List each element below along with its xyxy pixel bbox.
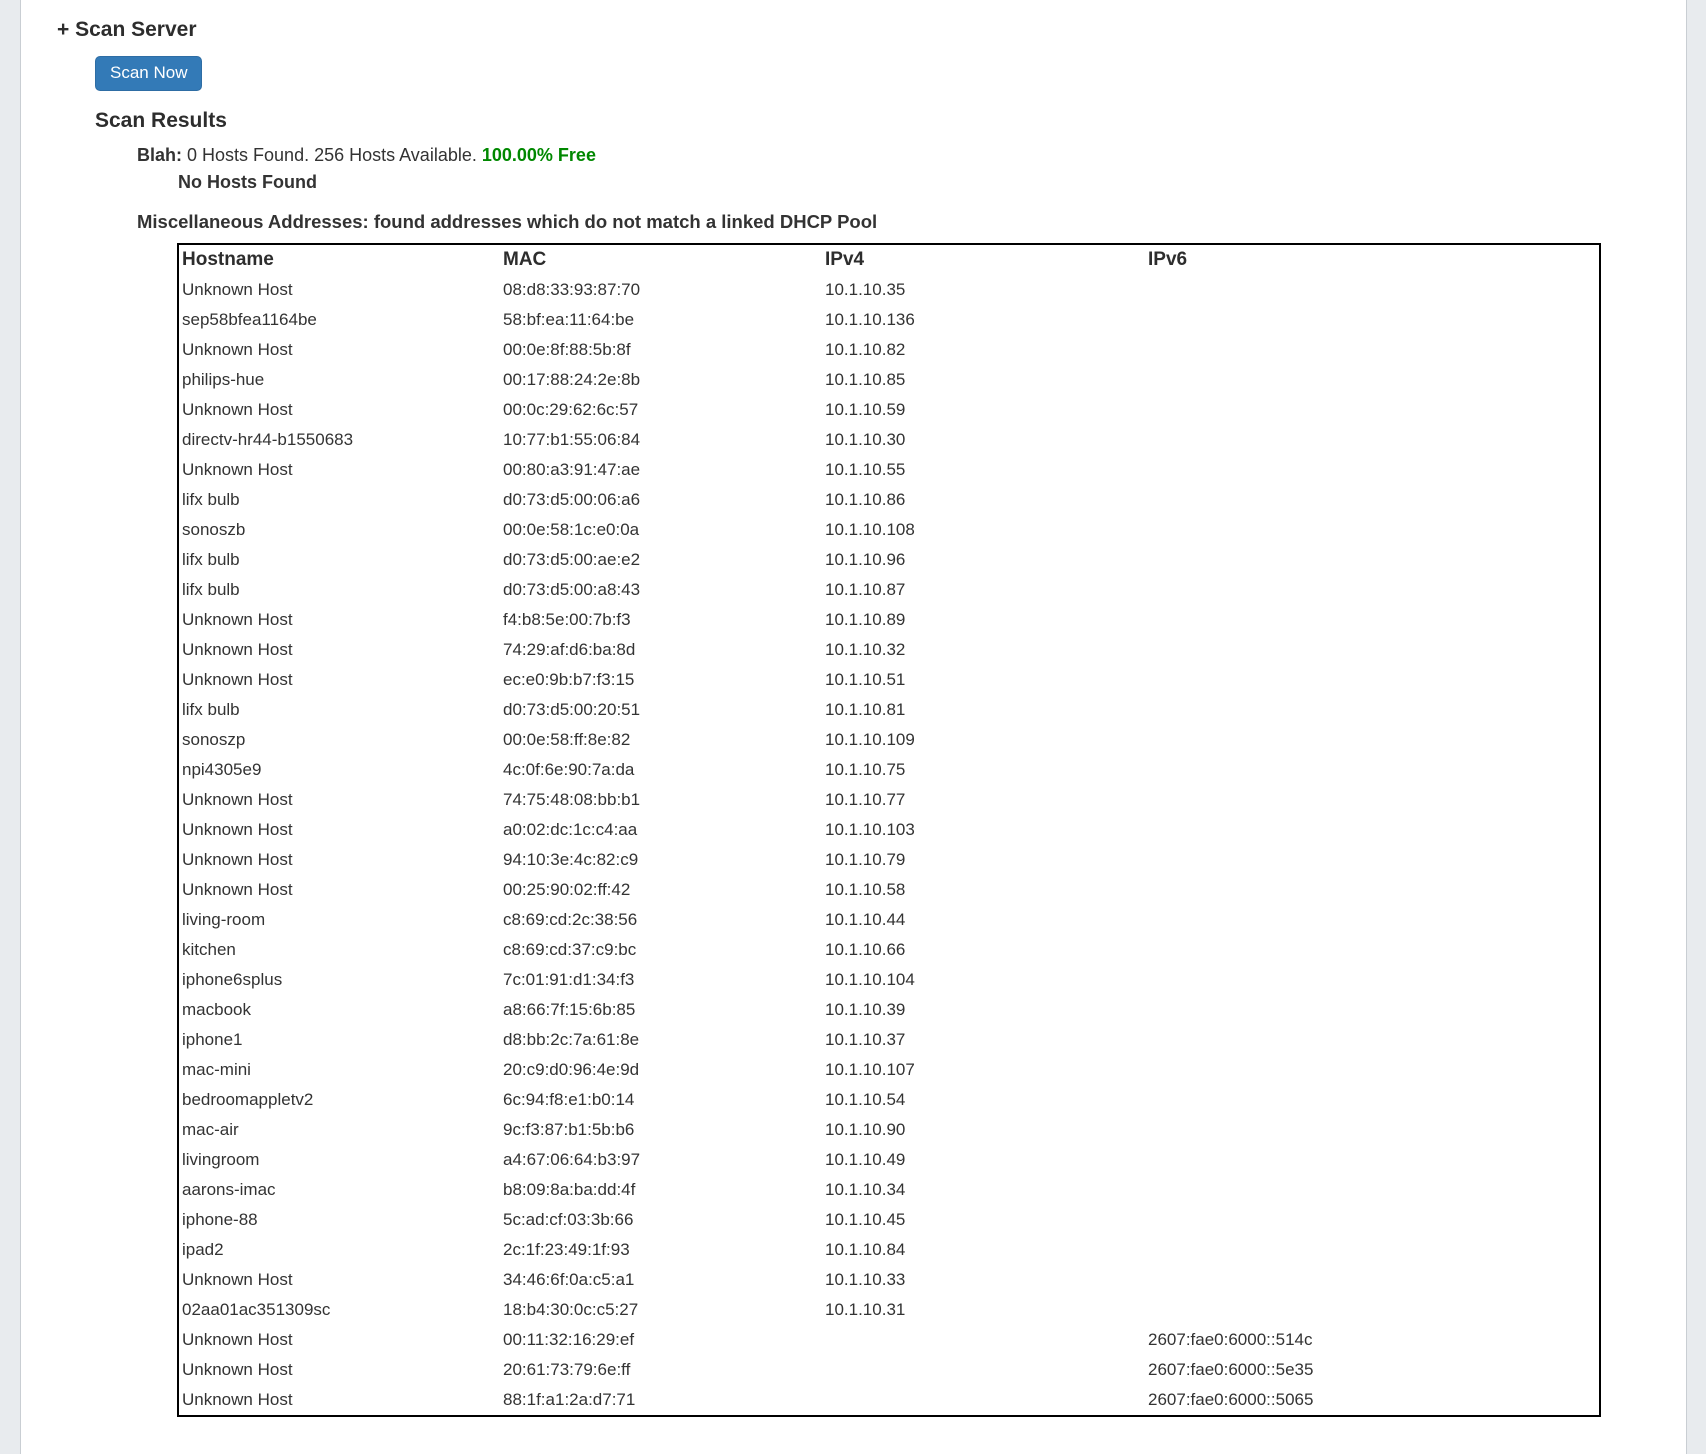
table-row: [178, 335, 1600, 365]
table-row: [178, 815, 1600, 845]
table-row: [178, 1115, 1600, 1145]
table-row: [178, 1175, 1600, 1205]
mac-cell: c8:69:cd:37:c9:bc: [503, 940, 637, 960]
hostname-cell: Unknown Host: [182, 280, 293, 300]
col-header-hostname: Hostname: [182, 249, 274, 271]
misc-addresses-table: [177, 243, 1601, 1417]
mac-cell: 00:11:32:16:29:ef: [503, 1330, 635, 1350]
table-row: [178, 365, 1600, 395]
ipv4-cell: 10.1.10.77: [825, 790, 906, 810]
ipv4-cell: 10.1.10.45: [825, 1210, 906, 1230]
mac-cell: 00:0e:58:1c:e0:0a: [503, 520, 640, 540]
ipv4-cell: 10.1.10.58: [825, 880, 906, 900]
mac-cell: b8:09:8a:ba:dd:4f: [503, 1180, 636, 1200]
hostname-cell: Unknown Host: [182, 880, 293, 900]
mac-cell: 5c:ad:cf:03:3b:66: [503, 1210, 634, 1230]
hostname-cell: sep58bfea1164be: [182, 310, 317, 330]
mac-cell: 88:1f:a1:2a:d7:71: [503, 1390, 636, 1410]
hostname-cell: Unknown Host: [182, 340, 293, 360]
hostname-cell: bedroomappletv2: [182, 1090, 314, 1110]
ipv4-cell: 10.1.10.75: [825, 760, 906, 780]
ipv6-cell: [1145, 545, 1600, 575]
scan-table-body: [178, 275, 1600, 1416]
ipv6-cell: [1145, 665, 1600, 695]
ipv6-cell: [1145, 575, 1600, 605]
mac-cell: a8:66:7f:15:6b:85: [503, 1000, 636, 1020]
ipv6-cell: 2607:fae0:6000::514c: [1148, 1330, 1313, 1350]
no-hosts-found-text: No Hosts Found: [178, 171, 317, 192]
content-panel: [20, 0, 1687, 1454]
hostname-cell: iphone1: [182, 1030, 243, 1050]
table-row: [178, 1085, 1600, 1115]
ipv4-cell: [822, 1355, 1145, 1385]
mac-cell: d0:73:d5:00:06:a6: [503, 490, 641, 510]
ipv4-cell: 10.1.10.59: [825, 400, 906, 420]
ipv6-cell: [1145, 1175, 1600, 1205]
hostname-cell: Unknown Host: [182, 820, 293, 840]
mac-cell: 34:46:6f:0a:c5:a1: [503, 1270, 635, 1290]
scan-summary-line: [137, 143, 1686, 168]
table-row: [178, 665, 1600, 695]
table-row: [178, 1295, 1600, 1325]
ipv6-cell: [1145, 515, 1600, 545]
table-row: [178, 995, 1600, 1025]
hostname-cell: Unknown Host: [182, 400, 293, 420]
scan-now-button[interactable]: Scan Now: [95, 56, 202, 90]
table-row: [178, 755, 1600, 785]
ipv6-cell: [1145, 1295, 1600, 1325]
ipv6-cell: [1145, 335, 1600, 365]
hostname-cell: Unknown Host: [182, 670, 293, 690]
mac-cell: 6c:94:f8:e1:b0:14: [503, 1090, 635, 1110]
table-row: [178, 1325, 1600, 1355]
hostname-cell: Unknown Host: [182, 460, 293, 480]
ipv4-cell: 10.1.10.81: [825, 700, 906, 720]
table-header-row: [178, 244, 1600, 275]
misc-addresses-heading: Miscellaneous Addresses: found addresses which do not match a linked DHCP Pool: [137, 211, 878, 233]
table-row: [178, 1055, 1600, 1085]
mac-cell: d0:73:d5:00:a8:43: [503, 580, 641, 600]
ipv4-cell: 10.1.10.54: [825, 1090, 906, 1110]
ipv6-cell: [1145, 635, 1600, 665]
ipv6-cell: [1145, 875, 1600, 905]
ipv6-cell: [1145, 905, 1600, 935]
mac-cell: 4c:0f:6e:90:7a:da: [503, 760, 635, 780]
hostname-cell: sonoszp: [182, 730, 246, 750]
table-row: [178, 515, 1600, 545]
ipv4-cell: 10.1.10.49: [825, 1150, 906, 1170]
ipv4-cell: 10.1.10.66: [825, 940, 906, 960]
ipv6-cell: [1145, 995, 1600, 1025]
hostname-cell: Unknown Host: [182, 1390, 293, 1410]
table-row: [178, 455, 1600, 485]
ipv4-cell: 10.1.10.136: [825, 310, 915, 330]
ipv6-cell: [1145, 425, 1600, 455]
mac-cell: 08:d8:33:93:87:70: [503, 280, 641, 300]
mac-cell: 00:0e:58:ff:8e:82: [503, 730, 631, 750]
ipv6-cell: [1145, 965, 1600, 995]
ipv4-cell: 10.1.10.90: [825, 1120, 906, 1140]
table-row: [178, 875, 1600, 905]
table-row: [178, 845, 1600, 875]
ipv6-cell: [1145, 1235, 1600, 1265]
hostname-cell: lifx bulb: [182, 550, 240, 570]
mac-cell: a0:02:dc:1c:c4:aa: [503, 820, 638, 840]
ipv4-cell: 10.1.10.33: [825, 1270, 906, 1290]
ipv4-cell: 10.1.10.39: [825, 1000, 906, 1020]
table-row: [178, 1235, 1600, 1265]
ipv6-cell: [1145, 845, 1600, 875]
ipv4-cell: 10.1.10.103: [825, 820, 915, 840]
table-row: [178, 635, 1600, 665]
table-row: [178, 1385, 1600, 1416]
hostname-cell: living-room: [182, 910, 266, 930]
ipv4-cell: 10.1.10.85: [825, 370, 906, 390]
hostname-cell: lifx bulb: [182, 580, 240, 600]
hostname-cell: directv-hr44-b1550683: [182, 430, 354, 450]
ipv6-cell: [1145, 605, 1600, 635]
hostname-cell: lifx bulb: [182, 490, 240, 510]
mac-cell: 74:75:48:08:bb:b1: [503, 790, 641, 810]
table-row: [178, 905, 1600, 935]
hostname-cell: npi4305e9: [182, 760, 262, 780]
hostname-cell: lifx bulb: [182, 700, 240, 720]
table-row: [178, 395, 1600, 425]
hostname-cell: 02aa01ac351309sc: [182, 1300, 331, 1320]
hostname-cell: iphone6splus: [182, 970, 283, 990]
mac-cell: 58:bf:ea:11:64:be: [503, 310, 635, 330]
summary-text: 0 Hosts Found. 256 Hosts Available.: [187, 144, 477, 165]
ipv4-cell: 10.1.10.51: [825, 670, 906, 690]
mac-cell: 20:c9:d0:96:4e:9d: [503, 1060, 640, 1080]
ipv6-cell: [1145, 1085, 1600, 1115]
hostname-cell: ipad2: [182, 1240, 224, 1260]
ipv6-cell: [1145, 365, 1600, 395]
table-row: [178, 575, 1600, 605]
ipv4-cell: 10.1.10.55: [825, 460, 906, 480]
ipv6-cell: [1145, 935, 1600, 965]
ipv4-cell: [822, 1385, 1145, 1416]
ipv4-cell: 10.1.10.79: [825, 850, 906, 870]
mac-cell: d8:bb:2c:7a:61:8e: [503, 1030, 640, 1050]
mac-cell: d0:73:d5:00:ae:e2: [503, 550, 641, 570]
hostname-cell: aarons-imac: [182, 1180, 276, 1200]
table-row: [178, 935, 1600, 965]
mac-cell: 00:0c:29:62:6c:57: [503, 400, 639, 420]
mac-cell: 74:29:af:d6:ba:8d: [503, 640, 636, 660]
ipv6-cell: [1145, 815, 1600, 845]
summary-free-percent: 100.00% Free: [481, 144, 596, 165]
mac-cell: 10:77:b1:55:06:84: [503, 430, 641, 450]
mac-cell: a4:67:06:64:b3:97: [503, 1150, 641, 1170]
mac-cell: 94:10:3e:4c:82:c9: [503, 850, 639, 870]
mac-cell: c8:69:cd:2c:38:56: [503, 910, 638, 930]
col-header-mac: MAC: [503, 249, 547, 271]
hostname-cell: Unknown Host: [182, 1360, 293, 1380]
table-row: [178, 605, 1600, 635]
hostname-cell: mac-mini: [182, 1060, 251, 1080]
hostname-cell: sonoszb: [182, 520, 246, 540]
ipv6-cell: [1145, 275, 1600, 305]
table-row: [178, 305, 1600, 335]
mac-cell: f4:b8:5e:00:7b:f3: [503, 610, 631, 630]
ipv6-cell: [1145, 755, 1600, 785]
table-row: [178, 425, 1600, 455]
ipv6-cell: [1145, 695, 1600, 725]
summary-label: Blah:: [137, 144, 182, 165]
ipv6-cell: [1145, 725, 1600, 755]
ipv6-cell: 2607:fae0:6000::5e35: [1148, 1360, 1314, 1380]
ipv6-cell: 2607:fae0:6000::5065: [1148, 1390, 1314, 1410]
ipv4-cell: 10.1.10.84: [825, 1240, 906, 1260]
ipv4-cell: 10.1.10.34: [825, 1180, 906, 1200]
ipv4-cell: 10.1.10.86: [825, 490, 906, 510]
hostname-cell: Unknown Host: [182, 610, 293, 630]
hostname-cell: Unknown Host: [182, 1270, 293, 1290]
mac-cell: 9c:f3:87:b1:5b:b6: [503, 1120, 635, 1140]
hostname-cell: iphone-88: [182, 1210, 258, 1230]
ipv6-cell: [1145, 1115, 1600, 1145]
ipv4-cell: 10.1.10.37: [825, 1030, 906, 1050]
mac-cell: 00:17:88:24:2e:8b: [503, 370, 641, 390]
ipv4-cell: 10.1.10.96: [825, 550, 906, 570]
hostname-cell: macbook: [182, 1000, 251, 1020]
table-row: [178, 275, 1600, 305]
hostname-cell: Unknown Host: [182, 790, 293, 810]
ipv6-cell: [1145, 395, 1600, 425]
ipv6-cell: [1145, 1055, 1600, 1085]
ipv6-cell: [1145, 785, 1600, 815]
ipv4-cell: [822, 1325, 1145, 1355]
ipv4-cell: 10.1.10.109: [825, 730, 915, 750]
ipv4-cell: 10.1.10.107: [825, 1060, 915, 1080]
mac-cell: ec:e0:9b:b7:f3:15: [503, 670, 635, 690]
table-row: [178, 1265, 1600, 1295]
ipv6-cell: [1145, 1025, 1600, 1055]
mac-cell: 00:0e:8f:88:5b:8f: [503, 340, 631, 360]
table-row: [178, 725, 1600, 755]
scan-results-title: Scan Results: [95, 108, 227, 132]
table-row: [178, 1205, 1600, 1235]
mac-cell: d0:73:d5:00:20:51: [503, 700, 641, 720]
table-row: [178, 545, 1600, 575]
col-header-ipv4: IPv4: [825, 249, 865, 271]
table-row: [178, 785, 1600, 815]
ipv4-cell: 10.1.10.31: [825, 1300, 906, 1320]
hostname-cell: kitchen: [182, 940, 236, 960]
ipv4-cell: 10.1.10.108: [825, 520, 915, 540]
ipv6-cell: [1145, 485, 1600, 515]
ipv6-cell: [1145, 1205, 1600, 1235]
ipv4-cell: 10.1.10.32: [825, 640, 906, 660]
table-header: [178, 244, 1600, 275]
table-row: [178, 1355, 1600, 1385]
table-row: [178, 695, 1600, 725]
mac-cell: 18:b4:30:0c:c5:27: [503, 1300, 639, 1320]
mac-cell: 2c:1f:23:49:1f:93: [503, 1240, 630, 1260]
col-header-ipv6: IPv6: [1148, 249, 1188, 271]
ipv6-cell: [1145, 1265, 1600, 1295]
ipv4-cell: 10.1.10.87: [825, 580, 906, 600]
mac-cell: 20:61:73:79:6e:ff: [503, 1360, 631, 1380]
mac-cell: 00:25:90:02:ff:42: [503, 880, 631, 900]
hostname-cell: Unknown Host: [182, 850, 293, 870]
ipv4-cell: 10.1.10.89: [825, 610, 906, 630]
ipv4-cell: 10.1.10.104: [825, 970, 915, 990]
hostname-cell: mac-air: [182, 1120, 239, 1140]
table-row: [178, 965, 1600, 995]
ipv4-cell: 10.1.10.35: [825, 280, 906, 300]
table-row: [178, 1025, 1600, 1055]
scan-server-section-title: + Scan Server: [57, 18, 197, 41]
ipv4-cell: 10.1.10.82: [825, 340, 906, 360]
table-row: [178, 485, 1600, 515]
ipv6-cell: [1145, 1145, 1600, 1175]
scan-button-row: [95, 56, 1686, 90]
hostname-cell: Unknown Host: [182, 1330, 293, 1350]
mac-cell: 00:80:a3:91:47:ae: [503, 460, 641, 480]
hostname-cell: Unknown Host: [182, 640, 293, 660]
hostname-cell: livingroom: [182, 1150, 260, 1170]
ipv4-cell: 10.1.10.44: [825, 910, 906, 930]
ipv6-cell: [1145, 455, 1600, 485]
ipv4-cell: 10.1.10.30: [825, 430, 906, 450]
hostname-cell: philips-hue: [182, 370, 265, 390]
ipv6-cell: [1145, 305, 1600, 335]
mac-cell: 7c:01:91:d1:34:f3: [503, 970, 635, 990]
table-row: [178, 1145, 1600, 1175]
